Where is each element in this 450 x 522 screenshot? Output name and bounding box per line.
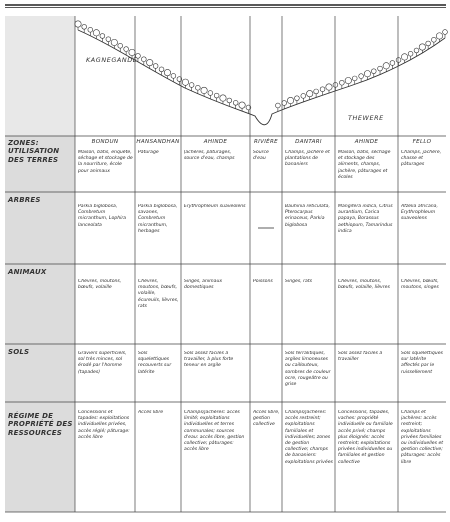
tree-crown-mark [159,67,164,72]
cell-soils-riviere [253,351,281,401]
cell-animals-dantari: Singes, rats [285,279,313,284]
column-header-dantari: DANTARI [295,139,322,145]
cell-tenure-ahinde-1: Champs/jachères: accès limité; exploitations individuelles et terres communales; sources d'eau: accès libre, gestion collective; pâturages: accès libre [184,410,245,453]
terrain-profile [78,30,445,125]
tree-crown-mark [129,49,135,55]
tree-crown-mark [239,102,245,108]
cell-land-use-riviere: Source d'eau [253,150,269,162]
tree-crown-mark [414,48,419,53]
tree-crown-mark [339,80,344,85]
row-label-land-use: ZONES: UTILISATION DES TERRES [8,139,60,164]
cell-soils-bondun: Graviers superficiels, sol très minces, sol érodé par l'homme (tapades) [78,351,127,375]
tree-crown-mark [118,43,123,48]
tree-crown-mark [75,21,81,27]
tree-crown-mark [378,66,383,71]
cell-animals-fello: Chèvres, bœufs, moutons, singes [401,279,439,291]
tree-crown-mark [124,47,129,52]
tree-crown-mark [443,30,448,35]
cell-land-use-bondun: Maison, bâtis, enquête, séchage et stockage de la nourriture, école pour animaux [78,150,133,174]
tree-crown-mark [189,83,194,88]
tree-crown-mark [371,69,376,74]
cell-land-use-ahinde-2: Maison, bâtis, séchage et stockage des aliments, champs, jachère, pâturages et écoles [338,150,391,180]
tree-crown-mark [106,37,111,42]
tree-crown-mark [93,30,99,36]
cell-soils-hansandhan: Sols squelettiques recouverts sur latérite [138,351,172,375]
tree-crown-mark [364,70,370,76]
tree-crown-mark [401,54,407,60]
tree-crown-mark [287,97,293,103]
cell-trees-hansandhan: Parkia biglobosa, savanes, Combretum micranthum, herbages [138,204,178,234]
cell-animals-ahinde-2: Chèvres, moutons, bœufs, volaille, lièvres [338,279,390,291]
tree-crown-mark [352,76,357,81]
cell-tenure-dantari: Champs/jachères: accès restreint; exploitations familiales et individuelles; zones de gestion collective; champs de bananiers: exploitations privées [285,410,333,465]
column-header-ahinde-1: AHINDE [203,139,228,145]
tree-crown-mark [333,82,338,87]
cell-animals-bondun: Chèvres, moutons, bœufs, volaille [78,279,122,291]
cell-trees-ahinde-2: Mangifera indica, Citrus aurantium, Carica papaya, Borassus aethiopum, Tamarindus indica [338,204,393,234]
cell-land-use-hansandhan: Pâturage [138,150,159,155]
tree-crown-mark [233,100,238,105]
tree-crown-mark [214,93,219,98]
row-label-soils: SOLS [8,348,30,356]
cell-land-use-dantari: Champs, jachère et plantations de bananiers [285,150,330,168]
tree-crown-mark [436,33,442,39]
cell-tenure-ahinde-2: Concessions, tapades, vaches: propriété individuelle ou familiale accès privé; champs plus éloignés: accès restreint; exploitations privées individuelles ou familiales et gestion collective [338,410,393,465]
tree-crown-mark [164,69,170,75]
tree-crown-mark [282,101,287,106]
tree-crown-mark [426,41,431,46]
cell-soils-fello: Sols squelettiques sur latérite affectés par le ruissellement [401,351,443,375]
row-label-tenure: RÉGIME DE PROPRIÉTÉ DES RESSOURCES [8,412,73,437]
cell-animals-ahinde-1: Singes, animaux domestiques [184,279,223,291]
tree-crown-mark [147,59,153,65]
tree-crown-mark [82,24,87,29]
tree-crown-mark [314,89,319,94]
column-header-bondun: BONDUN [91,139,119,145]
cell-tenure-riviere: Accès libre, gestion collective [253,410,280,428]
cell-soils-ahinde-2: Sols assez faciles à travailler [338,351,383,363]
tree-crown-mark [171,73,176,78]
tree-crown-mark [111,39,117,45]
cell-trees-ahinde-1: Erythrophleum suaveolens [184,204,246,209]
tree-crown-mark [326,84,332,90]
tree-crown-mark [153,64,158,69]
cell-animals-riviere: Poissons [253,279,273,284]
cell-soils-dantari: Sols ferralitiques, argiles limoneuses ou caillouteux, sombres de couleur ocre, rougeâtre ou grise [285,351,331,388]
tree-crown-mark [141,57,146,62]
tree-crown-mark [201,87,207,93]
cell-soils-ahinde-1: Sols assez faciles à travailler, à plus forte teneur en argile [184,351,234,369]
cell-tenure-fello: Champs et jachères: accès restreint; exploitations privées familiales ou individuelles et gestion collective; pâturages: accès libre [401,410,444,465]
tree-crown-mark [100,34,105,39]
tree-crown-mark [408,51,413,56]
cell-tenure-hansandhan: Accès libre [138,410,164,415]
tree-crown-mark [275,103,280,108]
row-label-animals: ANIMAUX [8,268,47,276]
column-header-ahinde-2: AHINDE [354,139,379,145]
tree-crown-mark [182,79,188,85]
cell-land-use-fello: Champs, jachère, chasse et pâturages [401,150,442,168]
tree-crown-mark [227,98,232,103]
tree-crown-mark [208,91,213,96]
tree-crown-mark [359,74,364,79]
cell-animals-hansandhan: Chèvres, moutons, bœufs, volaille, écureuils, lièvres, rats [138,279,179,309]
tree-crown-mark [390,61,395,66]
place-label-right: THEWERE [348,114,384,122]
tree-crown-mark [301,93,306,98]
cell-tenure-bondun: Concessions et tapades: exploitations individuelles privées, accès réglé; pâturage: accès libre [78,410,130,440]
cell-trees-dantari: Bauhinia reticulata, Pterocarpus erinaceus, Parkia biglobosa [285,204,330,228]
place-label-left: KAGNEGANDE [86,56,138,64]
column-header-hansandhan: HANSANDHAN [136,139,180,145]
tree-crown-mark [295,96,300,101]
tree-crown-mark [383,63,389,69]
column-header-fello: FELLO [412,139,432,145]
tree-crown-mark [220,95,226,101]
tree-crown-mark [88,27,93,32]
tree-crown-mark [396,58,401,63]
tree-crown-mark [320,87,325,92]
cell-trees-fello: Afzelia africana, Erythrophleum suaveolens [401,204,438,222]
tree-crown-mark [307,90,313,96]
tree-crown-mark [431,37,436,42]
column-header-riviere: RIVIÈRE [253,139,279,145]
tree-crown-mark [419,44,425,50]
cell-trees-bondun: Parkia biglobosa, Combretum micranthum, Lophira lanceolata [78,204,127,228]
row-label-trees: ARBRES [8,196,41,204]
tree-crown-mark [345,77,351,83]
cell-land-use-ahinde-1: Jachères, pâturages, source d'eau, champs [184,150,235,162]
tree-crown-mark [195,85,200,90]
